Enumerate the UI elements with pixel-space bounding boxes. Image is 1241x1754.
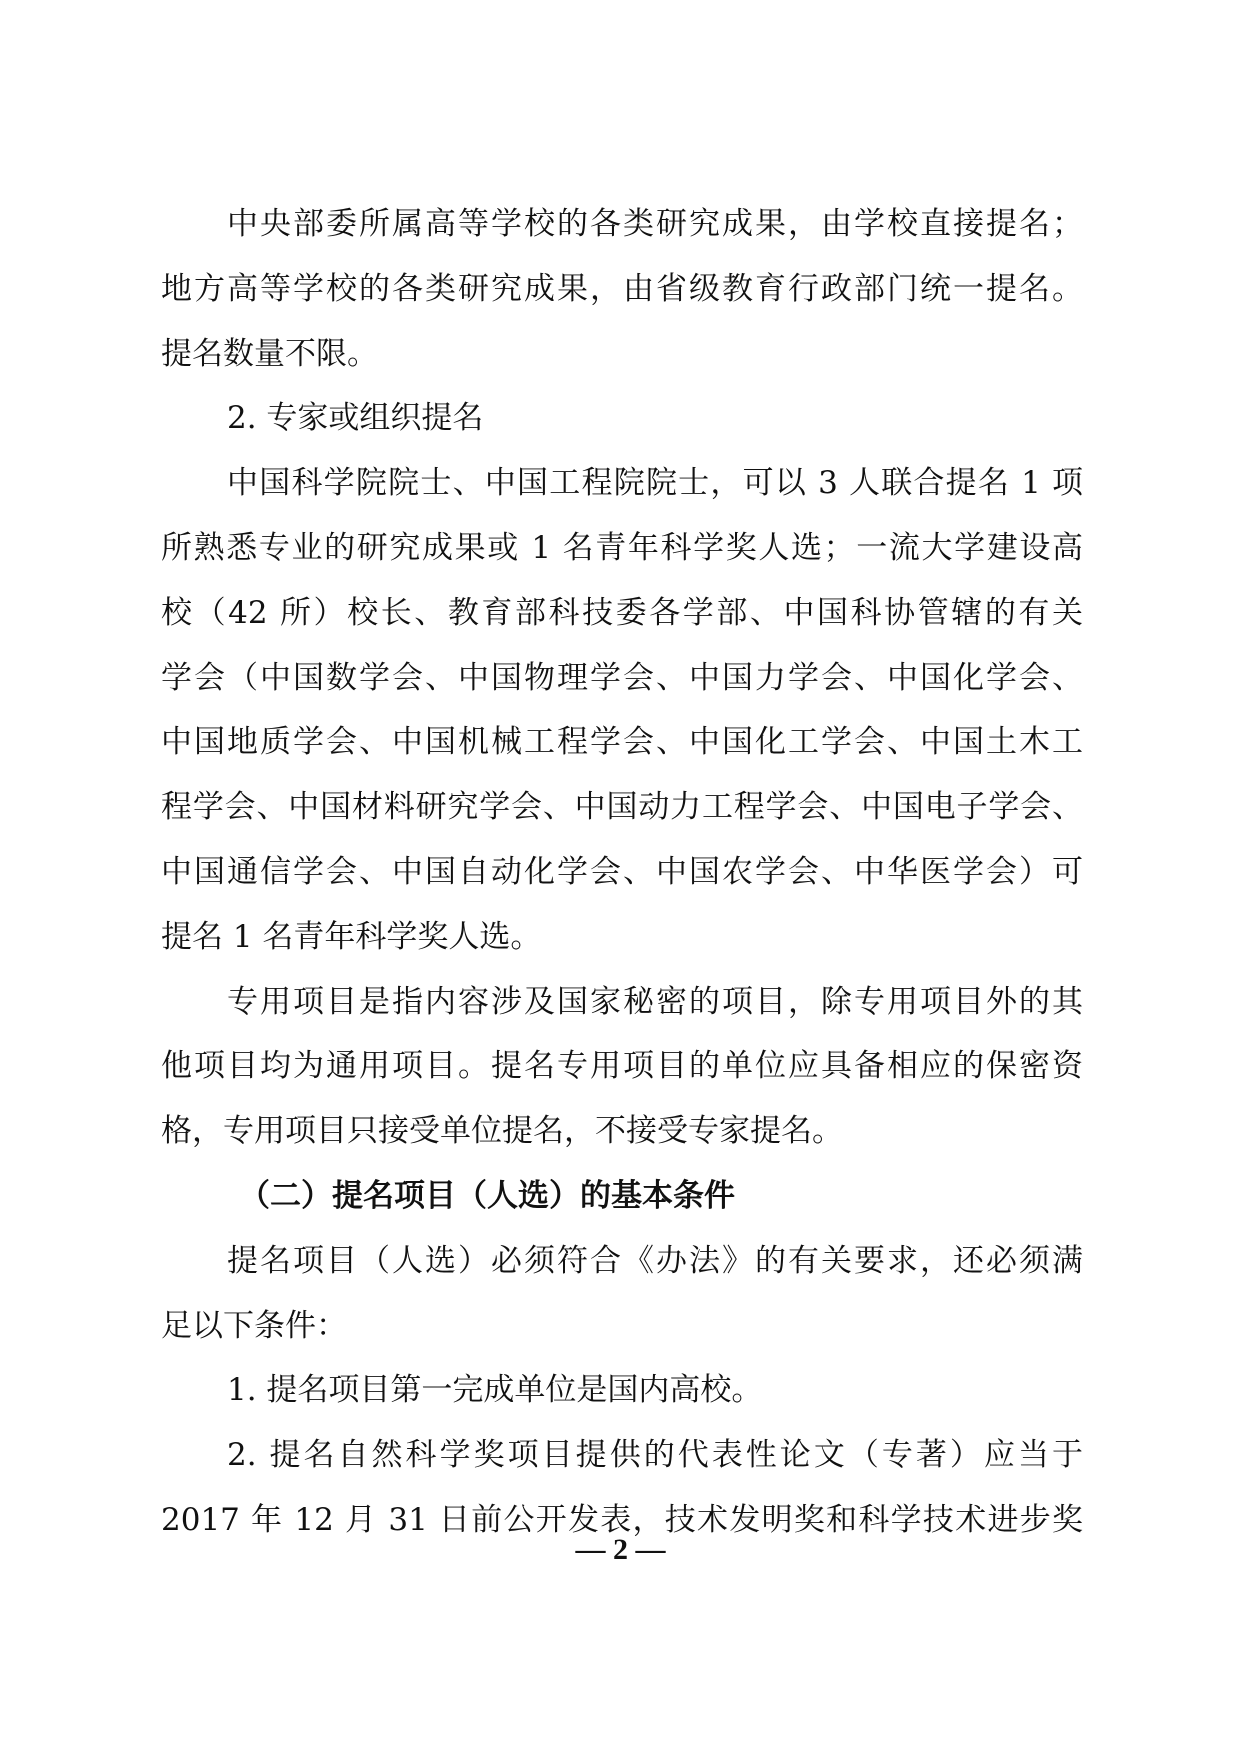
list-item: 1. 提名项目第一完成单位是国内高校。	[227, 1372, 763, 1409]
paragraph-line: 提名数量不限。	[161, 335, 378, 372]
section-item-heading: 2. 专家或组织提名	[227, 400, 484, 437]
paragraph-line: 中国通信学会、中国自动化学会、中国农学会、中华医学会）可	[161, 853, 1083, 890]
body-text	[161, 192, 1083, 1553]
page-number: — 2 —	[575, 1533, 666, 1566]
paragraph-line: 程学会、中国材料研究学会、中国动力工程学会、中国电子学会、	[161, 789, 1083, 826]
paragraph-line: 他项目均为通用项目。提名专用项目的单位应具备相应的保密资	[161, 1048, 1083, 1085]
paragraph-line: 中国地质学会、中国机械工程学会、中国化工学会、中国土木工	[161, 724, 1083, 761]
paragraph-line: 中国科学院院士、中国工程院院士，可以 3 人联合提名 1 项	[227, 465, 1083, 502]
paragraph-line: 中央部委所属高等学校的各类研究成果，由学校直接提名；	[227, 206, 1083, 242]
paragraph-line: 地方高等学校的各类研究成果，由省级教育行政部门统一提名。	[161, 270, 1083, 307]
list-item: 2. 提名自然科学奖项目提供的代表性论文（专著）应当于	[227, 1437, 1083, 1474]
paragraph-line: 足以下条件：	[161, 1307, 347, 1344]
paragraph-line: 专用项目是指内容涉及国家秘密的项目，除专用项目外的其	[227, 983, 1083, 1020]
paragraph-line: 学会（中国数学会、中国物理学会、中国力学会、中国化学会、	[161, 659, 1083, 696]
paragraph-line: 所熟悉专业的研究成果或 1 名青年科学奖人选；一流大学建设高	[161, 529, 1083, 566]
paragraph-line: 提名 1 名青年科学奖人选。	[161, 918, 542, 955]
paragraph-line: 格，专用项目只接受单位提名，不接受专家提名。	[161, 1113, 843, 1150]
paragraph-line: 提名项目（人选）必须符合《办法》的有关要求，还必须满	[227, 1242, 1083, 1279]
section-heading: （二）提名项目（人选）的基本条件	[239, 1177, 735, 1214]
paragraph-line: 2017 年 12 月 31 日前公开发表，技术发明奖和科学技术进步奖	[161, 1501, 1083, 1538]
paragraph-line: 校（42 所）校长、教育部科技委各学部、中国科协管辖的有关	[161, 594, 1083, 631]
